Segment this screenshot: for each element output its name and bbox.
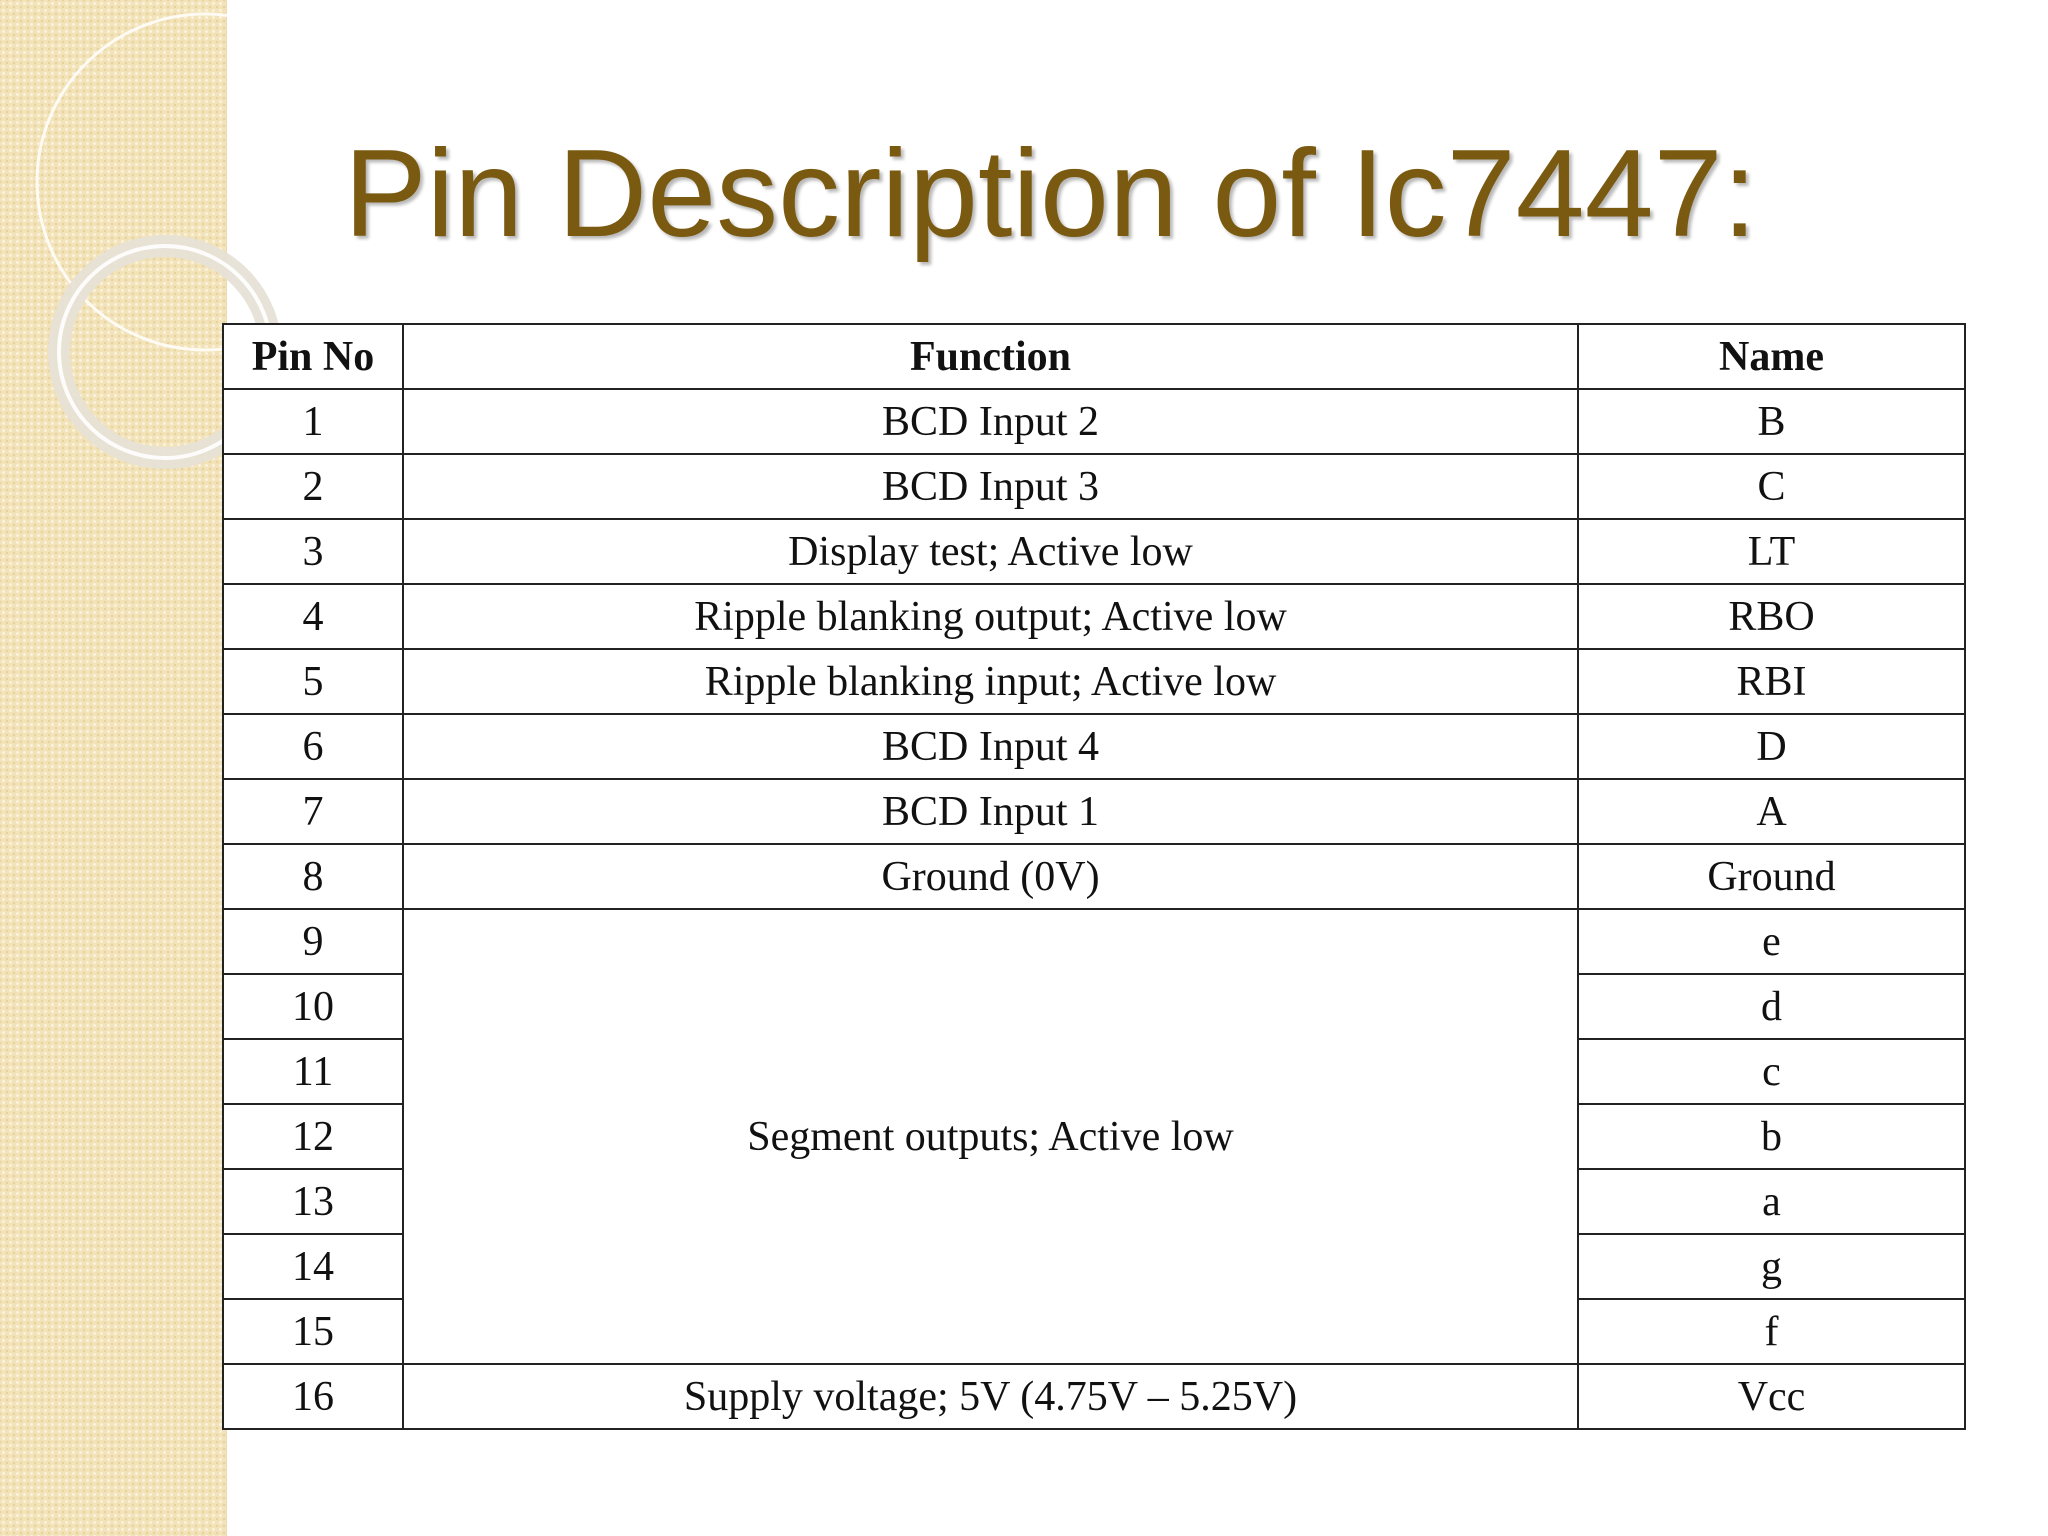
pin-number-cell: 6 xyxy=(223,714,403,779)
name-cell: LT xyxy=(1578,519,1965,584)
pin-number-cell: 12 xyxy=(223,1104,403,1169)
pin-number-cell: 10 xyxy=(223,974,403,1039)
pin-number-cell: 4 xyxy=(223,584,403,649)
pin-number-cell: 11 xyxy=(223,1039,403,1104)
pin-description-table xyxy=(222,323,1966,1430)
name-cell: g xyxy=(1578,1234,1965,1299)
function-cell: Ripple blanking input; Active low xyxy=(403,649,1578,714)
table-row xyxy=(223,519,1965,584)
function-cell-segment-outputs: Segment outputs; Active low xyxy=(403,909,1578,1364)
function-cell: Ripple blanking output; Active low xyxy=(403,584,1578,649)
pin-number-cell: 16 xyxy=(223,1364,403,1429)
pin-number-cell: 15 xyxy=(223,1299,403,1364)
pin-number-cell: 9 xyxy=(223,909,403,974)
table-row xyxy=(223,584,1965,649)
table-row xyxy=(223,714,1965,779)
pin-number-cell: 7 xyxy=(223,779,403,844)
pin-number-cell: 1 xyxy=(223,389,403,454)
pin-number-cell: 13 xyxy=(223,1169,403,1234)
name-cell: e xyxy=(1578,909,1965,974)
pin-number-cell: 2 xyxy=(223,454,403,519)
table-row xyxy=(223,389,1965,454)
header-pin-no: Pin No xyxy=(223,324,403,389)
name-cell: D xyxy=(1578,714,1965,779)
name-cell: RBO xyxy=(1578,584,1965,649)
slide-title: Pin Description of Ic7447: xyxy=(344,125,1757,263)
header-name: Name xyxy=(1578,324,1965,389)
pin-number-cell: 14 xyxy=(223,1234,403,1299)
name-cell: c xyxy=(1578,1039,1965,1104)
function-cell: Display test; Active low xyxy=(403,519,1578,584)
function-cell: BCD Input 4 xyxy=(403,714,1578,779)
function-cell: BCD Input 1 xyxy=(403,779,1578,844)
name-cell: b xyxy=(1578,1104,1965,1169)
table-row xyxy=(223,844,1965,909)
name-cell: A xyxy=(1578,779,1965,844)
name-cell: f xyxy=(1578,1299,1965,1364)
function-cell: BCD Input 3 xyxy=(403,454,1578,519)
decorative-side-strip xyxy=(0,0,227,1536)
pin-number-cell: 8 xyxy=(223,844,403,909)
name-cell: C xyxy=(1578,454,1965,519)
pin-number-cell: 3 xyxy=(223,519,403,584)
table-row xyxy=(223,909,1965,974)
table-row xyxy=(223,649,1965,714)
pin-number-cell: 5 xyxy=(223,649,403,714)
function-cell: Supply voltage; 5V (4.75V – 5.25V) xyxy=(403,1364,1578,1429)
name-cell: d xyxy=(1578,974,1965,1039)
name-cell: Vcc xyxy=(1578,1364,1965,1429)
name-cell: B xyxy=(1578,389,1965,454)
function-cell: BCD Input 2 xyxy=(403,389,1578,454)
name-cell: Ground xyxy=(1578,844,1965,909)
table-row xyxy=(223,454,1965,519)
table-row xyxy=(223,779,1965,844)
table-row xyxy=(223,1364,1965,1429)
function-cell: Ground (0V) xyxy=(403,844,1578,909)
header-function: Function xyxy=(403,324,1578,389)
table-header-row xyxy=(223,324,1965,389)
name-cell: a xyxy=(1578,1169,1965,1234)
name-cell: RBI xyxy=(1578,649,1965,714)
